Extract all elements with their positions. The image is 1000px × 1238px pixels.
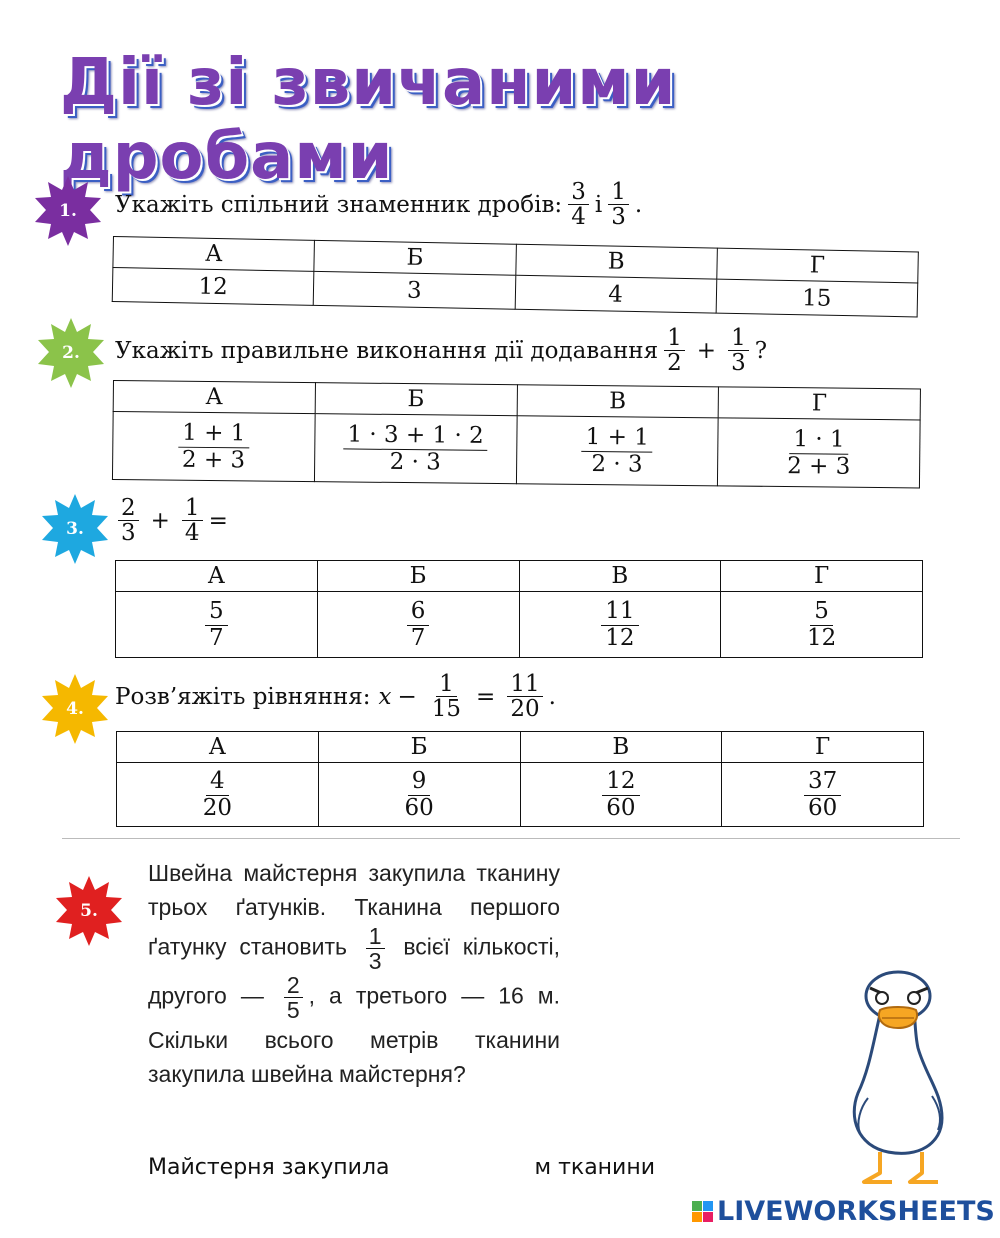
brand-name: LIVEWORKSHEETS (717, 1196, 995, 1227)
answer-option-d[interactable]: $\frac{5}{12}$ (721, 592, 923, 658)
question-3-text: $\frac{2}{3}$ + $\frac{1}{4}$ = (112, 496, 228, 545)
brand-icon (692, 1201, 713, 1222)
question-label: Розв’яжіть рівняння: (115, 683, 371, 710)
question-1-badge (33, 176, 103, 246)
option-header: А (116, 561, 318, 592)
fraction: $\frac{11}{20}$ (507, 672, 542, 721)
answer-input[interactable] (403, 1154, 522, 1182)
question-number: 3. (66, 519, 84, 539)
answer-option-c[interactable]: 4 (515, 275, 717, 313)
question-number: 1. (59, 201, 77, 221)
option-header: Г (718, 387, 920, 420)
option-header: В (520, 732, 722, 763)
answer-option-a[interactable]: 12 (112, 268, 314, 306)
answer-table-4 (116, 731, 924, 827)
answer-option-d[interactable]: 15 (716, 279, 918, 317)
option-header: А (113, 381, 315, 414)
fraction: $\frac{2}{5}$ (284, 973, 303, 1022)
fraction: $\frac{3}{4}$ (568, 180, 589, 229)
question-number: 4. (66, 699, 84, 719)
answer-option-c[interactable]: $\frac{1 + 1}{2 \cdot 3}$ (516, 416, 718, 486)
question-3-badge (40, 494, 110, 564)
question-label: Укажіть спільний знаменник дробів: (115, 191, 563, 218)
answer-option-b[interactable]: $\frac{1 \cdot 3 + 1 \cdot 2}{2 \cdot 3}$ (314, 414, 516, 484)
answer-option-a[interactable]: $\frac{1 + 1}{2 + 3}$ (112, 412, 314, 482)
option-header: В (515, 244, 717, 279)
fraction: $\frac{2}{3}$ (118, 496, 139, 545)
answer-option-b[interactable]: 3 (313, 271, 515, 309)
fraction: $\frac{1}{3}$ (366, 924, 385, 973)
brand-logo (692, 1196, 995, 1227)
fraction: $\frac{1}{15}$ (431, 671, 462, 723)
page-title: Дії зі звичаними дробами (60, 46, 677, 194)
question-1-text: Укажіть спільний знаменник дробів: $\frac{3}{4}$ і $\frac{1}{3}$ . (115, 179, 643, 231)
question-number: 2. (62, 343, 80, 363)
question-2-text: Укажіть правильне виконання дії додавання $\frac{1}{2}$ + $\frac{1}{3}$ ? (115, 325, 768, 377)
divider (62, 838, 960, 839)
option-header: В (517, 385, 719, 418)
option-header: Г (721, 561, 923, 592)
answer-option-d[interactable]: $\frac{37}{60}$ (722, 763, 924, 827)
option-header: В (519, 561, 721, 592)
answer-option-a[interactable]: $\frac{5}{7}$ (116, 592, 318, 658)
option-header: А (113, 237, 315, 272)
fraction: $\frac{1}{4}$ (182, 496, 203, 545)
question-label: Укажіть правильне виконання дії додавання (115, 337, 659, 364)
option-header: Г (717, 248, 919, 283)
answer-line: Майстерня закупила м тканини (148, 1155, 656, 1180)
option-header: А (117, 732, 319, 763)
answer-option-b[interactable]: $\frac{9}{60}$ (318, 763, 520, 827)
answer-option-a[interactable]: $\frac{4}{20}$ (117, 763, 319, 827)
option-header: Б (314, 240, 516, 275)
answer-table-2 (112, 380, 921, 488)
fraction: $\frac{1}{2}$ (664, 326, 685, 375)
answer-option-d[interactable]: $\frac{1 \cdot 1}{2 + 3}$ (718, 418, 920, 488)
answer-option-c[interactable]: $\frac{11}{12}$ (519, 592, 721, 658)
question-number: 5. (80, 901, 98, 921)
question-5-badge (54, 876, 124, 946)
option-header: Б (318, 732, 520, 763)
question-2-badge (36, 318, 106, 388)
question-4-badge (40, 674, 110, 744)
answer-option-c[interactable]: $\frac{12}{60}$ (520, 763, 722, 827)
fraction: $\frac{1}{3}$ (608, 180, 629, 229)
word-problem: Швейна майстерня закупила тканину трьох ґатунків. Тканина першого ґатунку становить $\frac{1}{3}$ всієї кількості, другого — $\frac{2}{5}$ , а третього — 16 м. Скільки всього метрів тканини закупила швейна майстерня? (148, 860, 561, 1087)
goose-illustration (830, 968, 980, 1188)
answer-table-1 (112, 236, 919, 317)
answer-table-3 (115, 560, 923, 658)
answer-option-b[interactable]: $\frac{6}{7}$ (317, 592, 519, 658)
option-header: Г (722, 732, 924, 763)
option-header: Б (317, 561, 519, 592)
question-4-text: Розв’яжіть рівняння: x − $\frac{1}{15}$ = $\frac{11}{20}$ . (115, 671, 556, 723)
option-header: Б (315, 383, 517, 416)
conjunction: і (594, 191, 603, 218)
fraction: $\frac{1}{3}$ (728, 326, 749, 375)
